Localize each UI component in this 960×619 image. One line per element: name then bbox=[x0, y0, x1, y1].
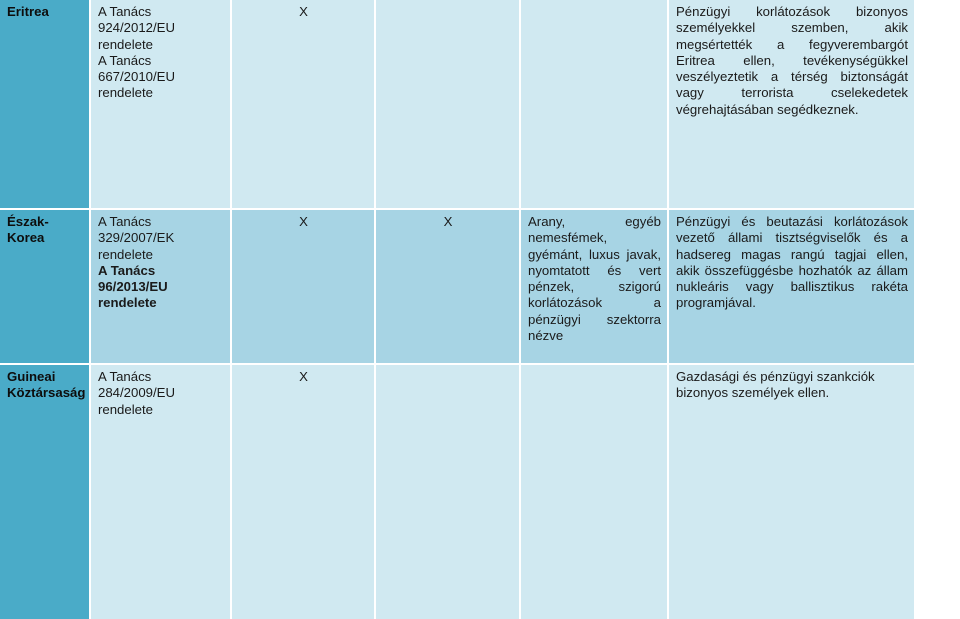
mark-cell bbox=[232, 0, 374, 208]
mark-cell bbox=[232, 210, 374, 363]
description-text: Pénzügyi korlátozások bizonyos személyekkel szemben, akik megsértették a fegyverembargót Eritrea ellen, tevékenységükkel veszélyeztetik a térség biztonságát vagy terrorista cselekedetek végrehajtásában segédkeznek. bbox=[676, 4, 908, 117]
mark-cell bbox=[232, 365, 374, 619]
country-name: Eritrea bbox=[7, 4, 49, 19]
x-mark: X bbox=[443, 214, 453, 229]
goods-text: Arany, egyéb nemesfémek, gyémánt, luxus javak, nyomtatott és vert pénzek, szigorú korlátozások a pénzügyi szektorra nézve bbox=[528, 214, 661, 344]
country-cell bbox=[0, 0, 89, 208]
x-mark: X bbox=[299, 214, 308, 229]
goods-cell bbox=[521, 210, 667, 363]
mark-cell bbox=[376, 365, 519, 619]
regulation-cell bbox=[91, 210, 230, 363]
regulation-line: 924/2012/EU bbox=[98, 20, 175, 36]
country-name: Észak-Korea bbox=[7, 214, 49, 246]
x-mark: X bbox=[299, 4, 308, 19]
regulation-line: rendelete bbox=[98, 36, 153, 52]
description-cell bbox=[669, 365, 914, 619]
regulation-line: A Tanács bbox=[98, 4, 152, 19]
description-cell bbox=[669, 0, 914, 208]
x-mark: X bbox=[299, 369, 308, 384]
regulation-line: rendelete bbox=[98, 246, 153, 262]
regulation-cell bbox=[91, 0, 230, 208]
description-text: Pénzügyi és beutazási korlátozások vezető állami tisztségviselők és a hadsereg magas rangú tagjai ellen, akik összefüggésbe hozhatók az állam nukleáris vagy ballisztikus rakéta programjával. bbox=[676, 214, 908, 311]
regulation-line: rendelete bbox=[98, 401, 153, 417]
regulation-line: 667/2010/EU bbox=[98, 69, 175, 85]
country-cell bbox=[0, 365, 89, 619]
regulation-line-bold: rendelete bbox=[98, 295, 157, 311]
regulation-cell bbox=[91, 365, 230, 619]
regulation-line: A Tanács 284/2009/EU bbox=[98, 369, 175, 401]
regulation-line-bold: A Tanács 96/2013/EU bbox=[98, 262, 168, 295]
mark-cell bbox=[376, 0, 519, 208]
regulation-line: A Tanács bbox=[98, 52, 152, 68]
mark-cell bbox=[376, 210, 519, 363]
description-text: Gazdasági és pénzügyi szankciók bizonyos személyek ellen. bbox=[676, 369, 875, 401]
regulation-line: A Tanács 329/2007/EK bbox=[98, 214, 175, 246]
regulation-line: rendelete bbox=[98, 85, 153, 101]
description-cell bbox=[669, 210, 914, 363]
country-cell bbox=[0, 210, 89, 363]
goods-cell bbox=[521, 365, 667, 619]
country-name: Guineai Köztársaság bbox=[7, 369, 86, 401]
goods-cell bbox=[521, 0, 667, 208]
